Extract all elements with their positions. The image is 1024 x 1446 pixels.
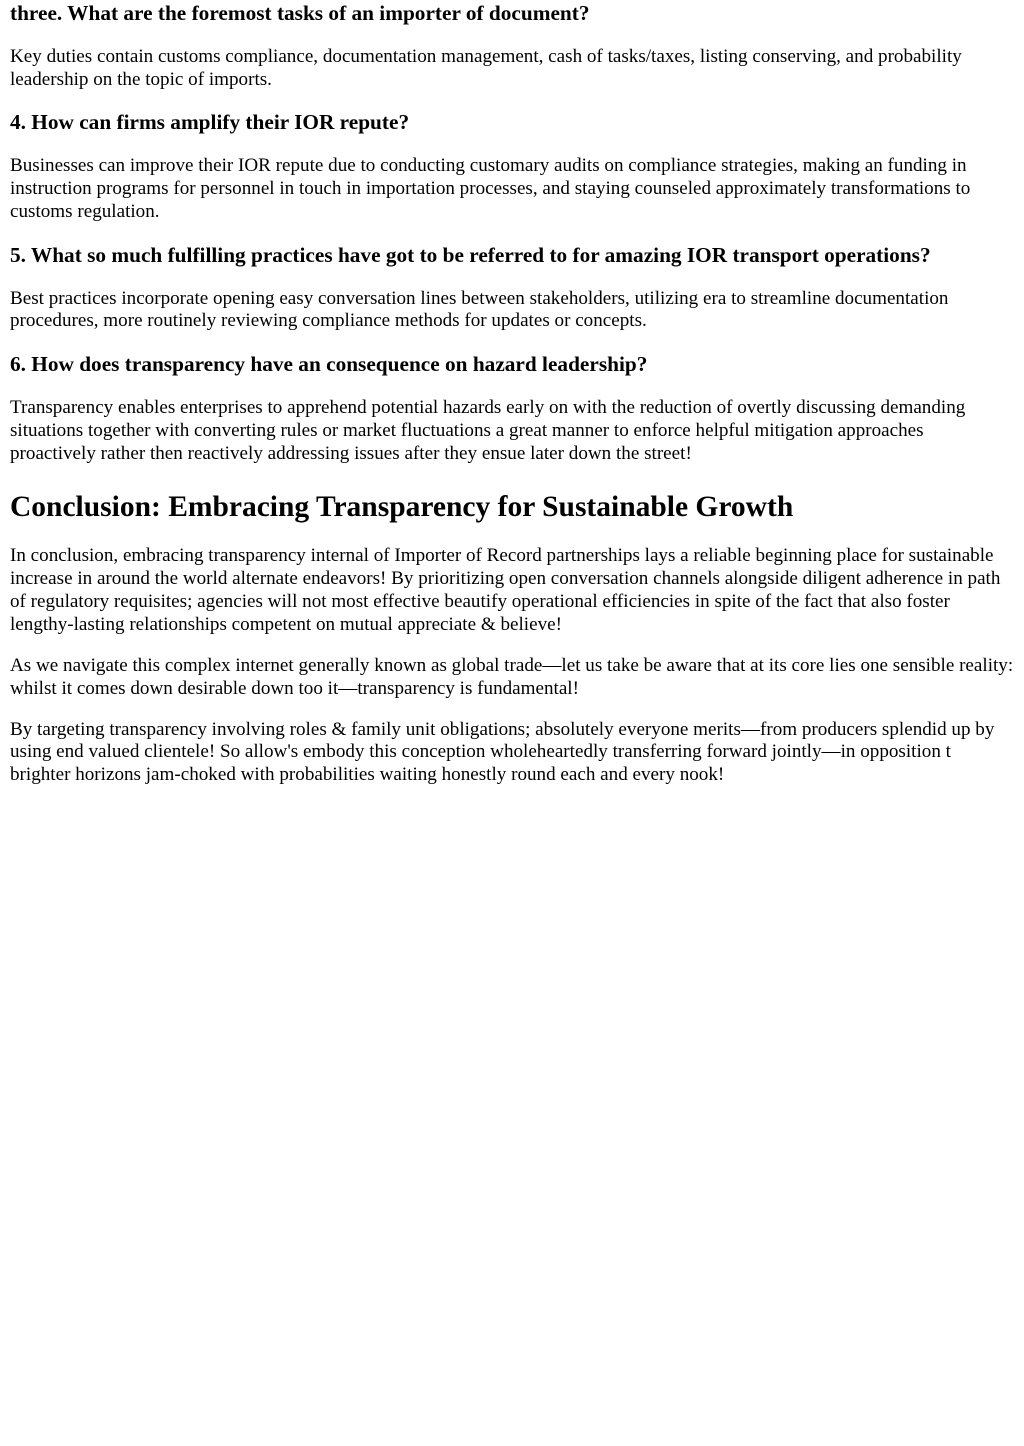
faq-question-6: 6. How does transparency have an consequence on hazard leadership? [10,352,648,377]
faq-answer-6: Transparency enables enterprises to apprehend potential hazards early on with the reduction of overtly discussing demanding situations together with converting rules or market fluctuations a great manner to enforce helpful mitigation approaches proactively rather then reactively addressing issues after they ensue later down the street! [10,397,966,464]
faq-answer-3: Key duties contain customs compliance, documentation management, cash of tasks/taxes, listing conserving, and probability leadership on the topic of imports. [10,45,962,90]
faq-answer-4: Businesses can improve their IOR repute due to conducting customary audits on compliance strategies, making an funding in instruction programs for personnel in touch in importation processes, and staying counseled approximately transformations to customs regulation. [10,155,971,222]
conclusion-paragraph: In conclusion, embracing transparency internal of Importer of Record partnerships lays a reliable beginning place for sustainable increase in around the world alternate endeavors! By prioritizing open conversation channels alongside diligent adherence in path of regulatory requisites; agencies will not most effective beautify operational efficiencies in spite of the fact that also foster lengthy-lasting relationships competent on mutual appreciate & believe! [10,545,1001,635]
faq-question-4: 4. How can firms amplify their IOR repute? [10,110,410,135]
faq-question-3: three. What are the foremost tasks of an importer of document? [10,1,590,25]
conclusion-paragraph: By targeting transparency involving roles & family unit obligations; absolutely everyone merits—from producers splendid up by using end valued clientele! So allow's embody this conception wholeheartedly transferring forward jointly—in opposition t brighter horizons jam-choked with probabilities waiting honestly round each and every nook! [10,718,995,786]
conclusion-paragraph: As we navigate this complex internet generally known as global trade—let us take be aware that at its core lies one sensible reality: whilst it comes down desirable down too it—transparency is fundamental! [10,654,1014,699]
faq-answer-5: Best practices incorporate opening easy conversation lines between stakeholders, utilizing era to streamline documentation procedures, more routinely reviewing compliance methods for updates or concepts. [10,287,949,332]
faq-question-5: 5. What so much fulfilling practices have got to be referred to for amazing IOR transport operations? [10,242,931,267]
conclusion-title: Conclusion: Embracing Transparency for Sustainable Growth [10,490,794,523]
